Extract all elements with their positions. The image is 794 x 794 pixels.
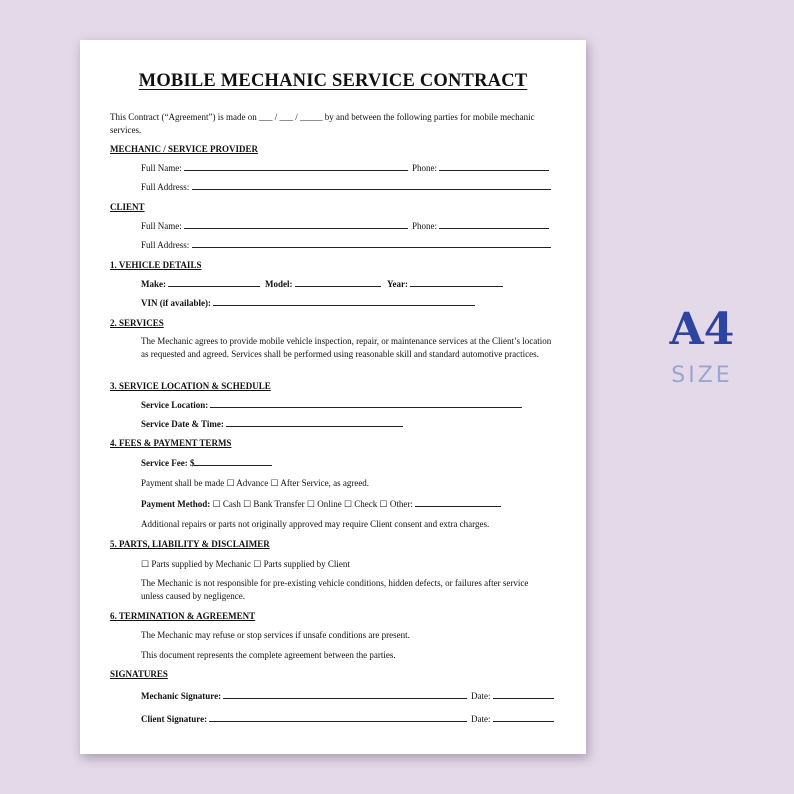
size-badge: SIZE (671, 363, 733, 388)
mechanic-date-label: Date: (471, 691, 491, 701)
provider-address-label: Full Address: (141, 182, 190, 192)
parts-supplied-options[interactable]: ☐ Parts supplied by Mechanic ☐ Parts supplied by Client (141, 559, 350, 569)
client-address-label: Full Address: (141, 240, 190, 250)
client-phone-field[interactable] (412, 220, 549, 232)
termination-line-1: The Mechanic may refuse or stop services if unsafe conditions are present. (141, 630, 410, 640)
contract-page (80, 40, 586, 754)
vehicle-year-label: Year: (387, 279, 408, 289)
services-heading: 2. SERVICES (110, 318, 164, 328)
additional-charges-text: Additional repairs or parts not originally approved may require Client consent and extra charges. (141, 519, 490, 529)
vehicle-model-field[interactable] (265, 278, 381, 290)
service-location-label: Service Location: (141, 400, 209, 410)
client-signature-field[interactable] (141, 713, 467, 725)
provider-heading: MECHANIC / SERVICE PROVIDER (110, 144, 258, 154)
provider-address-field[interactable] (141, 181, 551, 193)
client-date-label: Date: (471, 714, 491, 724)
provider-phone-field[interactable] (412, 162, 549, 174)
service-fee-label: Service Fee: $ (141, 458, 195, 468)
vehicle-year-field[interactable] (387, 278, 503, 290)
client-phone-label: Phone: (412, 221, 438, 231)
vehicle-make-field[interactable] (141, 278, 260, 290)
parts-heading: 5. PARTS, LIABILITY & DISCLAIMER (110, 539, 270, 549)
intro-text: This Contract (“Agreement”) is made on ___ / ___ / _____ by and between the following parties for mobile mechanic services. (110, 112, 535, 135)
client-name-label: Full Name: (141, 221, 182, 231)
service-datetime-label: Service Date & Time: (141, 419, 224, 429)
services-text: The Mechanic agrees to provide mobile vehicle inspection, repair, or maintenance services at the Client’s location as requested and agreed. Services shall be performed using reasonable skill and standard automotive practices. (141, 336, 552, 359)
disclaimer-text: The Mechanic is not responsible for pre-existing vehicle conditions, hidden defects, or failures after service unless caused by negligence. (141, 578, 529, 601)
vehicle-model-label: Model: (265, 279, 293, 289)
service-datetime-field[interactable] (141, 418, 403, 430)
document-title: MOBILE MECHANIC SERVICE CONTRACT (138, 71, 528, 91)
vehicle-vin-label: VIN (if available): (141, 298, 211, 308)
vehicle-make-label: Make: (141, 279, 166, 289)
termination-line-2: This document represents the complete agreement between the parties. (141, 650, 396, 660)
service-fee-field[interactable] (141, 457, 272, 469)
payment-method-label: Payment Method: (141, 499, 211, 509)
mechanic-signature-field[interactable] (141, 690, 467, 702)
payment-timing[interactable]: Payment shall be made ☐ Advance ☐ After Service, as agreed. (141, 478, 370, 488)
payment-method-options[interactable]: ☐ Cash ☐ Bank Transfer ☐ Online ☐ Check ☐ Other: (212, 499, 413, 509)
fees-heading: 4. FEES & PAYMENT TERMS (110, 438, 232, 448)
client-signature-label: Client Signature: (141, 714, 208, 724)
location-heading: 3. SERVICE LOCATION & SCHEDULE (110, 381, 271, 391)
client-heading: CLIENT (110, 202, 145, 212)
provider-name-field[interactable] (141, 162, 408, 174)
client-name-field[interactable] (141, 220, 408, 232)
payment-method-field[interactable] (141, 498, 501, 510)
service-location-field[interactable] (141, 399, 522, 411)
provider-name-label: Full Name: (141, 163, 182, 173)
termination-heading: 6. TERMINATION & AGREEMENT (110, 611, 256, 621)
vehicle-heading: 1. VEHICLE DETAILS (110, 260, 202, 270)
provider-phone-label: Phone: (412, 163, 438, 173)
vehicle-vin-field[interactable] (141, 297, 475, 309)
a4-badge: A4 (669, 304, 735, 355)
mechanic-date-field[interactable] (471, 690, 554, 702)
client-address-field[interactable] (141, 239, 551, 251)
mechanic-signature-label: Mechanic Signature: (141, 691, 222, 701)
signatures-heading: SIGNATURES (110, 669, 168, 679)
client-date-field[interactable] (471, 713, 554, 725)
